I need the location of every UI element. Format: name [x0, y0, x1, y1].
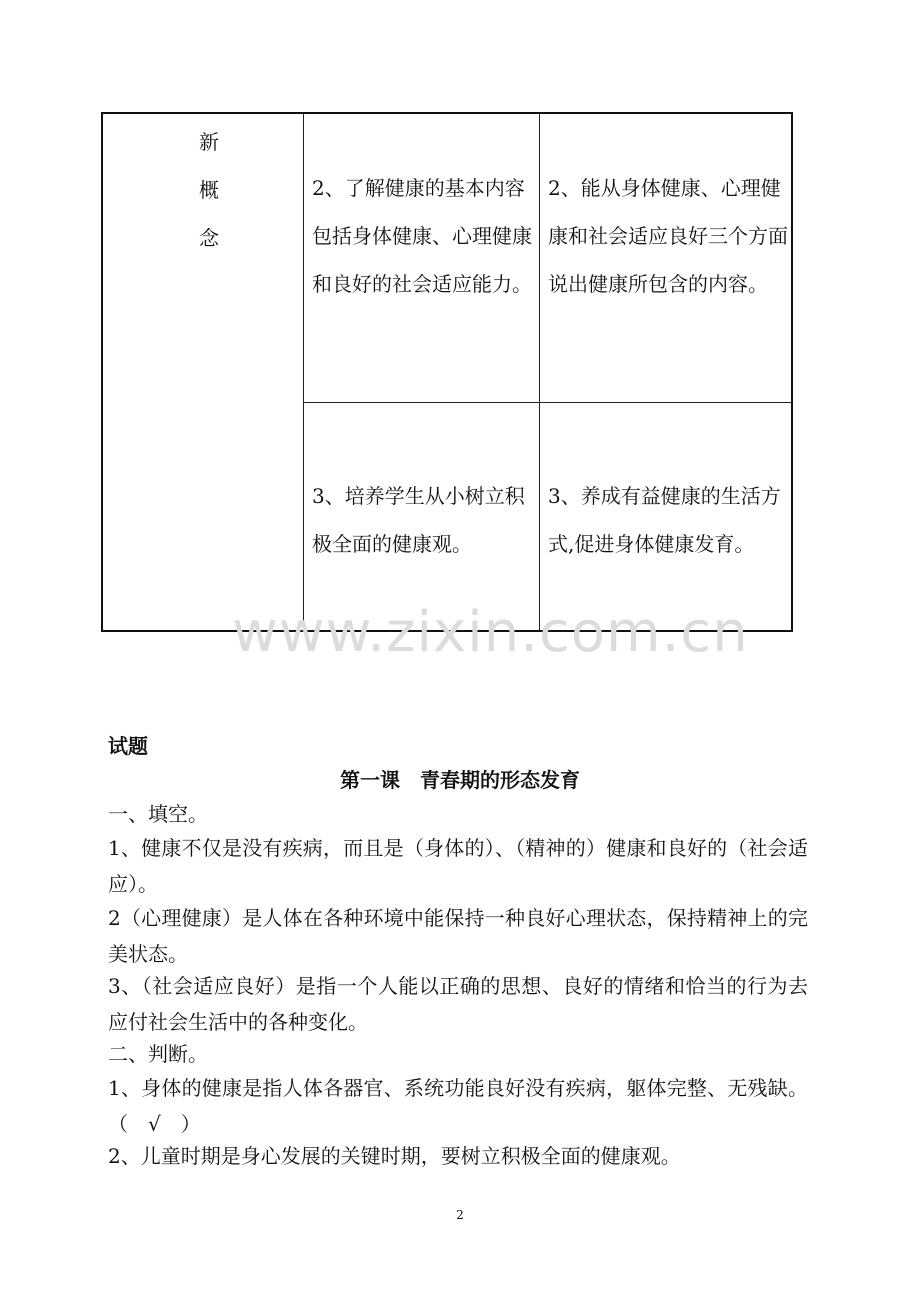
section-fill-blank-title: 一、填空。	[108, 802, 208, 826]
section-judge-title: 二、判断。	[108, 1042, 208, 1066]
judge-question-1: 1、身体的健康是指人体各器官、系统功能良好没有疾病，躯体完整、无残缺。（ √ ）	[108, 1076, 808, 1136]
goal-cell-row2: 3、培养学生从小树立积极全面的健康观。	[312, 484, 525, 556]
table-label-char: 念	[199, 226, 219, 250]
fill-blank-question-2: 2（心理健康）是人体在各种环境中能保持一种良好心理状态，保持精神上的完美状态。	[108, 906, 808, 966]
table-row-divider	[303, 402, 791, 403]
fill-blank-question-1: 1、健康不仅是没有疾病，而且是（身体的）、（精神的）健康和良好的（社会适应）。	[108, 836, 808, 896]
goal-cell-row1: 2、了解健康的基本内容包括身体健康、心理健康和良好的社会适应能力。	[312, 176, 532, 296]
table-column-divider	[303, 114, 304, 630]
exam-heading: 试题	[108, 734, 148, 758]
concept-table	[101, 112, 793, 632]
page-number: 2	[456, 1208, 464, 1222]
lesson-title: 第一课 青春期的形态发育	[340, 768, 580, 792]
fill-blank-question-3: 3、（社会适应良好）是指一个人能以正确的思想、良好的情绪和恰当的行为去应付社会生活中的各种变化。	[108, 974, 808, 1034]
watermark: www.zixin.com.cn	[232, 600, 749, 665]
objective-cell-row1: 2、能从身体健康、心理健康和社会适应良好三个方面说出健康所包含的内容。	[548, 176, 788, 296]
table-column-divider	[539, 114, 540, 630]
objective-cell-row2: 3、养成有益健康的生活方式,促进身体健康发育。	[548, 484, 781, 556]
table-label-char: 新	[199, 130, 219, 154]
judge-question-2: 2、儿童时期是身心发展的关键时期，要树立积极全面的健康观。	[108, 1144, 681, 1168]
table-label-char: 概	[199, 178, 219, 202]
